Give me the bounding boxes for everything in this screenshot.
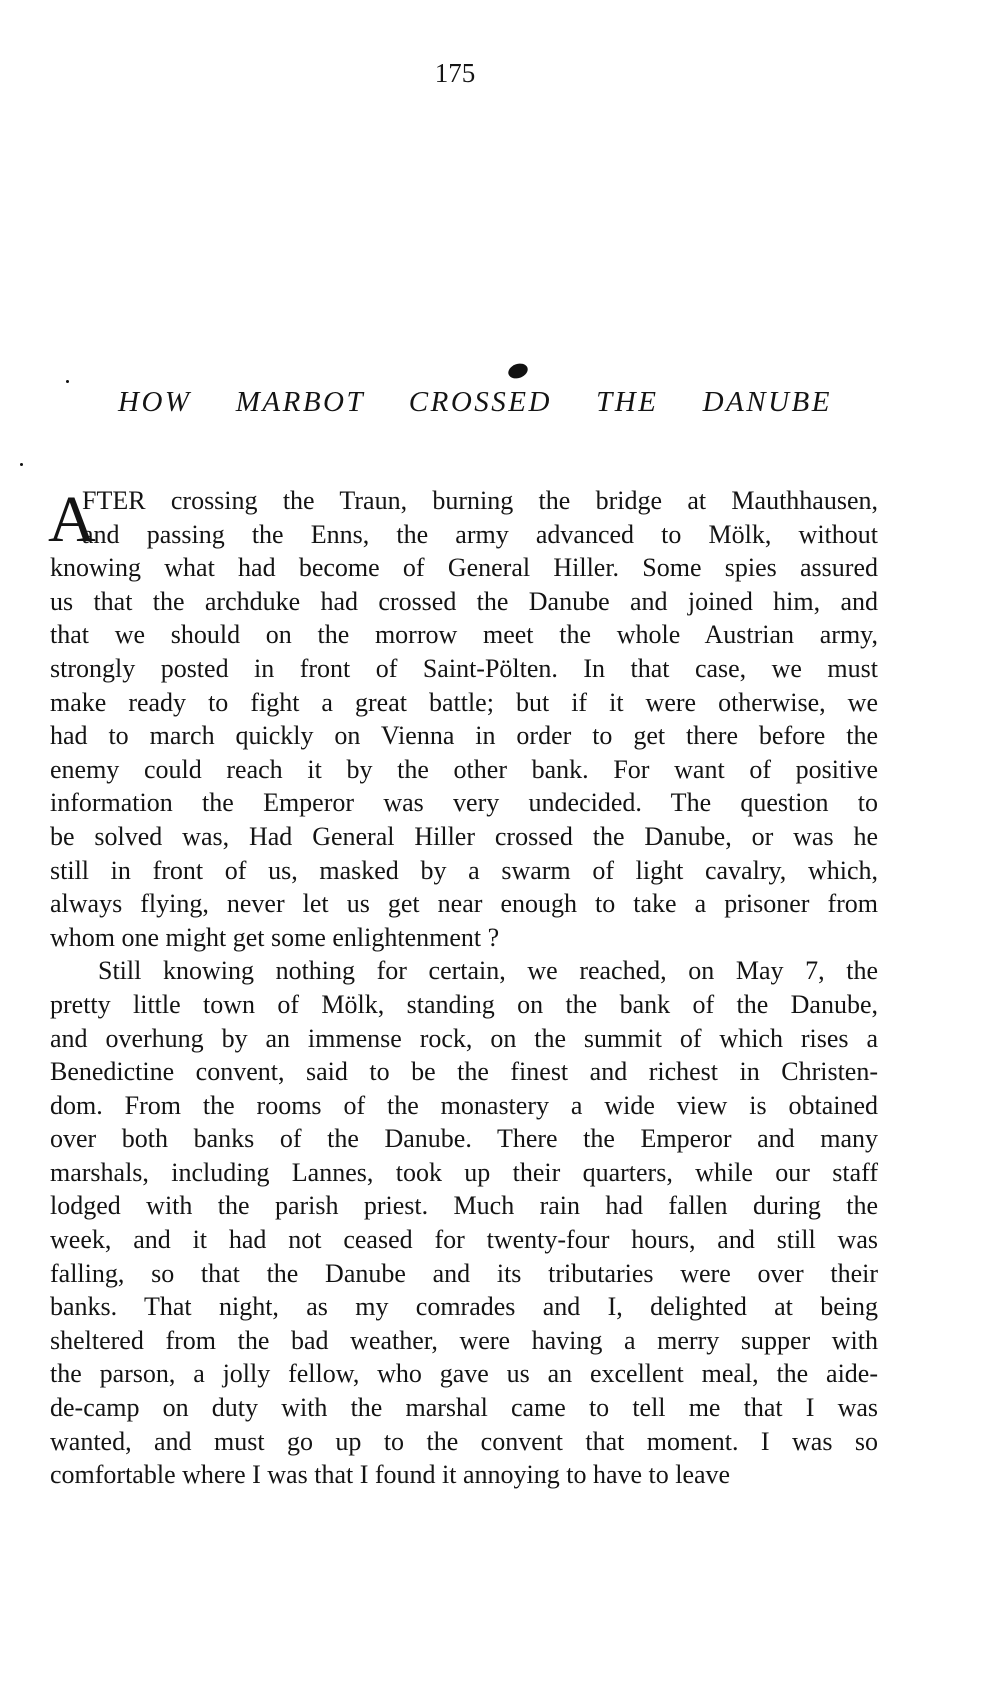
drop-cap: A	[48, 483, 96, 556]
text-line: strongly posted in front of Saint-Pölten. In that case, we must	[50, 653, 878, 683]
text-line: dom. From the rooms of the monastery a wide view is obtained	[50, 1090, 878, 1120]
text-line: still in front of us, masked by a swarm of light cavalry, which,	[50, 855, 878, 885]
ink-blot	[506, 361, 530, 381]
text-line: us that the archduke had crossed the Danube and joined him, and	[50, 586, 878, 616]
text-line: de-camp on duty with the marshal came to tell me that I was	[50, 1393, 878, 1423]
text-line: over both banks of the Danube. There the Emperor and many	[50, 1124, 878, 1154]
text-line: that we should on the morrow meet the whole Austrian army,	[50, 620, 878, 650]
body-text	[50, 484, 878, 1492]
chapter-title: HOW MARBOT CROSSED THE DANUBE	[118, 386, 832, 418]
text-line: week, and it had not ceased for twenty-four hours, and still was	[50, 1225, 878, 1255]
text-line: marshals, including Lannes, took up their quarters, while our staff	[50, 1157, 878, 1187]
page-number: 175	[434, 58, 476, 88]
text-line: FTER crossing the Traun, burning the bridge at Mauthhausen,	[82, 486, 878, 515]
paragraph-1	[50, 484, 878, 954]
text-line: the parson, a jolly fellow, who gave us an excellent meal, the aide-	[50, 1359, 878, 1389]
text-line: whom one might get some enlightenment ?	[50, 922, 500, 952]
text-line: and overhung by an immense rock, on the summit of which rises a	[50, 1023, 878, 1053]
text-line: Still knowing nothing for certain, we reached, on May 7, the	[98, 956, 878, 986]
text-line: knowing what had become of General Hiller. Some spies assured	[50, 553, 878, 583]
text-line: information the Emperor was very undecided. The question to	[50, 788, 878, 818]
text-line: lodged with the parish priest. Much rain had fallen during the	[50, 1191, 878, 1221]
paragraph-2	[50, 954, 878, 1492]
text-line: enemy could reach it by the other bank. For want of positive	[50, 754, 878, 784]
text-line: had to march quickly on Vienna in order to get there before the	[50, 721, 878, 751]
text-line: Benedictine convent, said to be the finest and richest in Christen-	[50, 1057, 878, 1087]
text-line: comfortable where I was that I found it annoying to have to leave	[50, 1460, 731, 1490]
text-line: always flying, never let us get near enough to take a prisoner from	[50, 889, 878, 919]
ink-speck	[20, 463, 23, 466]
text-line: pretty little town of Mölk, standing on the bank of the Danube,	[50, 989, 878, 1019]
text-line: make ready to fight a great battle; but if it were otherwise, we	[50, 687, 878, 717]
ink-speck	[66, 380, 69, 383]
text-line: falling, so that the Danube and its tributaries were over their	[50, 1258, 878, 1288]
text-line: banks. That night, as my comrades and I, delighted at being	[50, 1292, 878, 1322]
text-line: be solved was, Had General Hiller crossed the Danube, or was he	[50, 821, 878, 851]
text-line: sheltered from the bad weather, were having a merry supper with	[50, 1325, 878, 1355]
text-line: and passing the Enns, the army advanced to Mölk, without	[82, 519, 878, 549]
text-line: wanted, and must go up to the convent that moment. I was so	[50, 1426, 878, 1456]
